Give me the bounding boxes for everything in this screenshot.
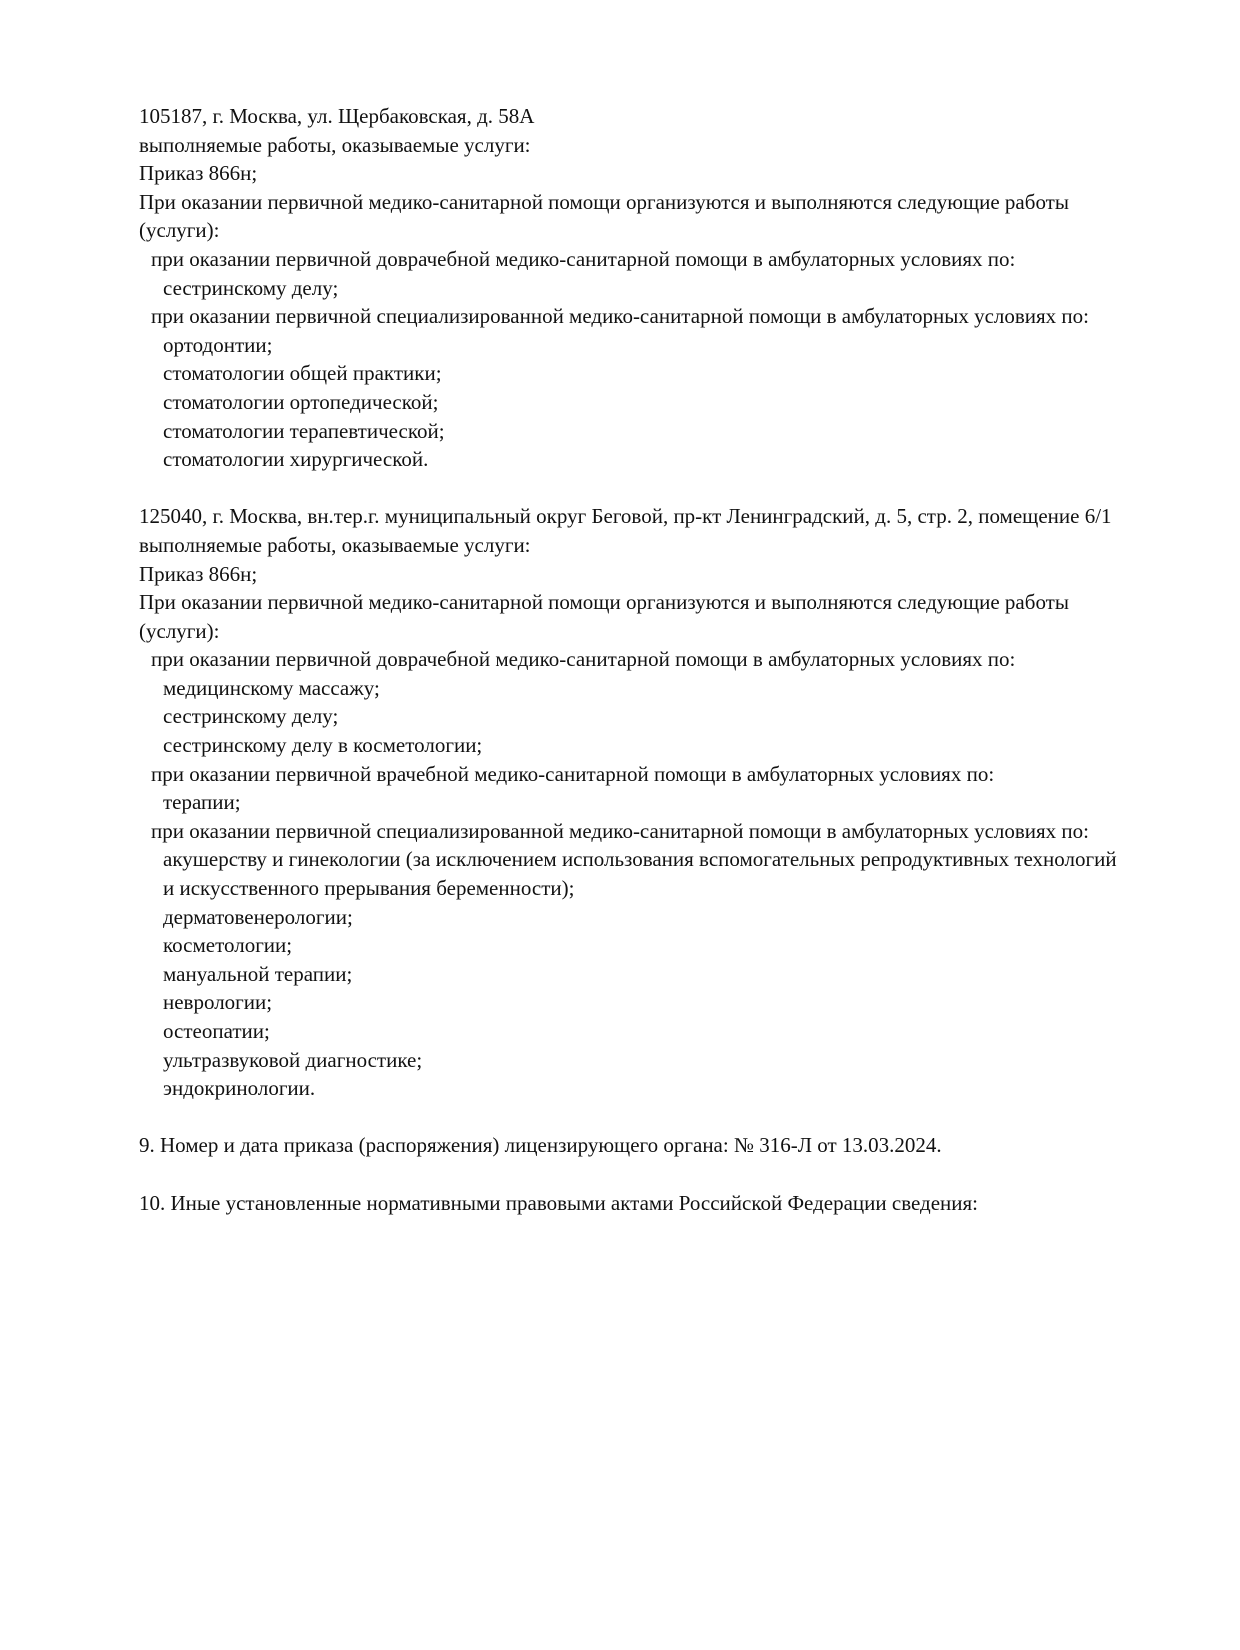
list-item: остеопатии; [163, 1019, 270, 1043]
list-item: сестринскому делу; [163, 275, 339, 300]
intro-text: При оказании первичной медико-санитарной помощи организуются и выполняются следующие работы (услуги): [139, 590, 1075, 643]
intro-text: При оказании первичной медико-санитарной помощи организуются и выполняются следующие работы (услуги): [139, 189, 1075, 243]
list-item: ультразвуковой диагностике; [163, 1047, 423, 1072]
list-item: акушерству и гинекологии (за исключением использования вспомогательных репродуктивных технологий и искусственного прерывания беременности); [163, 847, 1122, 901]
order-ref: Приказ 866н; [139, 561, 258, 586]
list-item: мануальной терапии; [163, 961, 353, 986]
list-item: стоматологии общей практики; [163, 361, 442, 386]
works-label: выполняемые работы, оказываемые услуги: [139, 132, 531, 157]
spacer [139, 474, 1129, 503]
spacer [139, 1103, 1129, 1132]
group-heading: при оказании первичной врачебной медико-санитарной помощи в амбулаторных условиях по: [151, 761, 995, 786]
list-item: сестринскому делу в косметологии; [163, 733, 483, 758]
address: 105187, г. Москва, ул. Щербаковская, д. 58А [139, 104, 535, 128]
document-page [139, 102, 1129, 1217]
address-block-1 [139, 102, 1129, 474]
works-label: выполняемые работы, оказываемые услуги: [139, 532, 531, 557]
list-item: стоматологии терапевтической; [163, 418, 445, 443]
address-block-2 [139, 502, 1129, 1102]
list-item: стоматологии хирургической. [163, 447, 429, 472]
group-heading: при оказании первичной специализированной медико-санитарной помощи в амбулаторных условиях по: [151, 818, 1090, 843]
list-item: эндокринологии. [163, 1076, 316, 1101]
list-item: неврологии; [163, 990, 273, 1015]
group-heading: при оказании первичной специализированной медико-санитарной помощи в амбулаторных условиях по: [151, 304, 1090, 329]
spacer [139, 1160, 1129, 1189]
address: 125040, г. Москва, вн.тер.г. муниципальный округ Беговой, пр-кт Ленинградский, д. 5, стр. 2, помещение 6/1 [139, 504, 1112, 529]
section-9-order-number: 9. Номер и дата приказа (распоряжения) лицензирующего органа: № 316-Л от 13.03.2024. [139, 1133, 942, 1158]
list-item: сестринскому делу; [163, 704, 339, 729]
list-item: терапии; [163, 790, 241, 815]
order-ref: Приказ 866н; [139, 161, 258, 186]
group-heading: при оказании первичной доврачебной медико-санитарной помощи в амбулаторных условиях по: [151, 647, 1016, 672]
section-10-other-info: 10. Иные установленные нормативными правовыми актами Российской Федерации сведения: [139, 1190, 979, 1215]
list-item: медицинскому массажу; [163, 675, 380, 700]
list-item: дерматовенерологии; [163, 904, 353, 929]
list-item: стоматологии ортопедической; [163, 389, 439, 414]
list-item: косметологии; [163, 933, 293, 958]
list-item: ортодонтии; [163, 332, 273, 357]
group-heading: при оказании первичной доврачебной медико-санитарной помощи в амбулаторных условиях по: [151, 246, 1016, 271]
